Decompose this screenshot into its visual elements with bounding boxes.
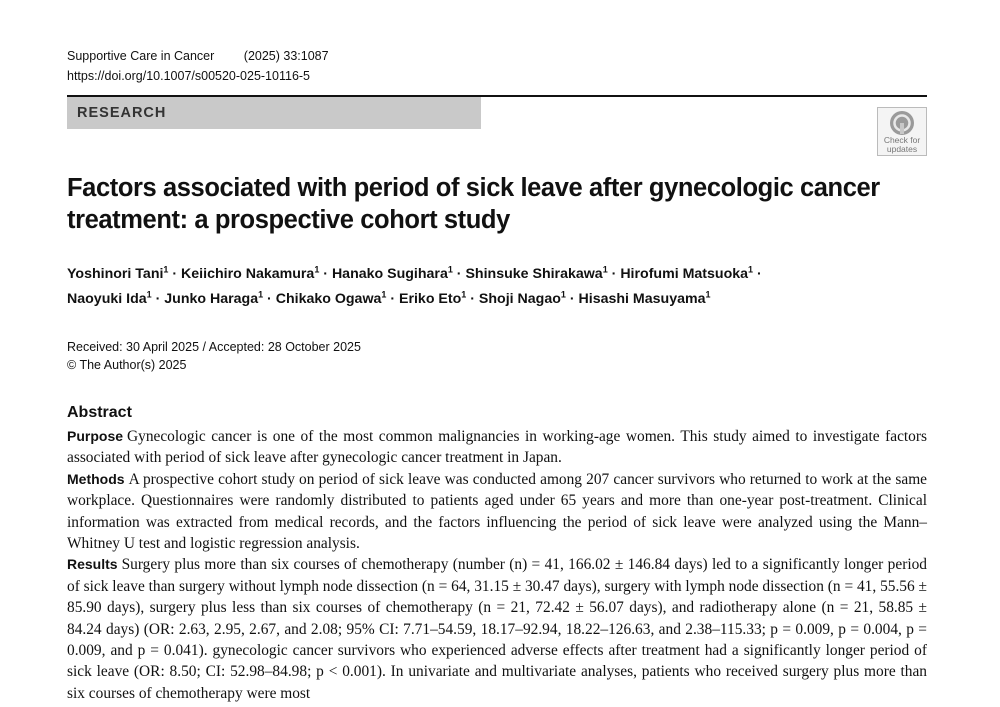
results-label: Results xyxy=(67,556,118,573)
section-label: RESEARCH xyxy=(67,97,481,129)
author-name[interactable]: Junko Haraga$^1$ xyxy=(164,289,264,307)
doi-link[interactable]: https://doi.org/10.1007/s00520-025-10116-5 xyxy=(67,69,311,83)
author-name[interactable]: Shoji Nagao$^1$ xyxy=(478,289,566,307)
methods-label: Methods xyxy=(67,470,125,487)
author-affiliation: 1 xyxy=(748,264,754,275)
author-name[interactable]: Keiichiro Nakamura$^1$ xyxy=(181,264,320,282)
methods-text: A prospective cohort study on period of sick leave was conducted among 207 cancer survivors who returned to work at the same workplace. Questionnaires were randomly distributed to patients aged under 65 years and more than one-year post-treatment. Clinical information was extracted from medical records, and the factors influencing the period of sick leave were analyzed using the Mann–Whitney U test and logistic regression analysis. xyxy=(67,470,927,553)
author-affiliation: 1 xyxy=(705,289,711,300)
author-name[interactable]: Chikako Ogawa$^1$ xyxy=(275,289,387,307)
author-name[interactable]: Naoyuki Ida$^1$ xyxy=(67,289,152,307)
author-affiliation: 1 xyxy=(258,289,264,300)
copyright: © The Author(s) 2025 xyxy=(67,358,187,372)
author-affiliation: 1 xyxy=(602,264,608,275)
received-accepted: Received: 30 April 2025 / Accepted: 28 October 2025 xyxy=(67,340,361,354)
journal-name: Supportive Care in Cancer xyxy=(67,49,215,63)
author-list: Yoshinori Tani$^1$ · Keiichiro Nakamura$^1$ · Hanako Sugihara$^1$ · Shinsuke Shirakawa$^1$ · Hirofumi Matsuoka$^1$ · Naoyuki Ida$^1$ · Junko Haraga$^1$ · Chikako Ogawa$^1$ · Eriko Eto$^1$ · Shoji Nagao$^1$ · Hisashi Masuyama$^1$ xyxy=(67,264,762,307)
abstract-methods xyxy=(67,469,927,555)
purpose-text: Gynecologic cancer is one of the most common malignancies in working-age women. This study aimed to investigate factors associated with period of sick leave after gynecologic cancer treatment in Japan. xyxy=(67,428,927,467)
author-name[interactable]: Hisashi Masuyama$^1$ xyxy=(578,289,711,307)
author-affiliation: 1 xyxy=(163,264,169,275)
abstract-body xyxy=(67,426,927,704)
author-affiliation: 1 xyxy=(447,264,453,275)
article-dates xyxy=(67,338,361,374)
article-title: Factors associated with period of sick leave after gynecologic cancer treatment: a prospective cohort study xyxy=(67,174,880,234)
journal-header xyxy=(67,46,329,86)
author-name[interactable]: Shinsuke Shirakawa$^1$ xyxy=(465,264,608,282)
journal-issue: (2025) 33:1087 xyxy=(243,49,329,63)
results-text: Surgery plus more than six courses of chemotherapy (number (n) = 41, 166.02 ± 146.84 days) led to a significantly longer period of sick leave than surgery without lymph node dissection (n = 64, 31.15 ± 30.47 days), surgery with lymph node dissection (n = 41, 55.56 ± 85.90 days), surgery plus less than six courses of chemotherapy (n = 21, 72.42 ± 56.07 days), and radiotherapy alone (n = 21, 58.85 ± 84.24 days) (OR: 2.63, 2.95, 2.67, and 2.08; 95% CI: 7.71–54.59, 18.17–92.94, 18.22–126.63, and 2.38–115.33; p = 0.009, p = 0.004, p = 0.009, and p = 0.041). gynecologic cancer survivors who experienced adverse effects after treatment had a significantly longer period of sick leave (OR: 8.50; CI: 52.98–84.98; p < 0.001). In univariate and multivariate analyses, patients who received surgery plus more than six courses of chemotherapy were most xyxy=(67,556,927,702)
check-updates-label-2: updates xyxy=(886,144,918,154)
check-for-updates-button[interactable] xyxy=(877,107,927,156)
abstract-heading: Abstract xyxy=(67,404,132,421)
purpose-label: Purpose xyxy=(67,428,124,444)
check-updates-icon xyxy=(889,110,915,136)
author-name[interactable]: Eriko Eto$^1$ xyxy=(399,289,467,307)
author-affiliation: 1 xyxy=(461,289,467,300)
abstract-results xyxy=(67,554,927,704)
author-name[interactable]: Yoshinori Tani$^1$ xyxy=(67,264,169,282)
check-updates-label-1: Check for xyxy=(883,135,921,145)
author-affiliation: 1 xyxy=(560,289,566,300)
abstract-purpose xyxy=(67,426,927,469)
author-affiliation: 1 xyxy=(314,264,320,275)
author-name[interactable]: Hanako Sugihara$^1$ xyxy=(331,264,453,282)
author-affiliation: 1 xyxy=(146,289,152,300)
author-name[interactable]: Hirofumi Matsuoka$^1$ xyxy=(620,264,754,282)
author-affiliation: 1 xyxy=(381,289,387,300)
